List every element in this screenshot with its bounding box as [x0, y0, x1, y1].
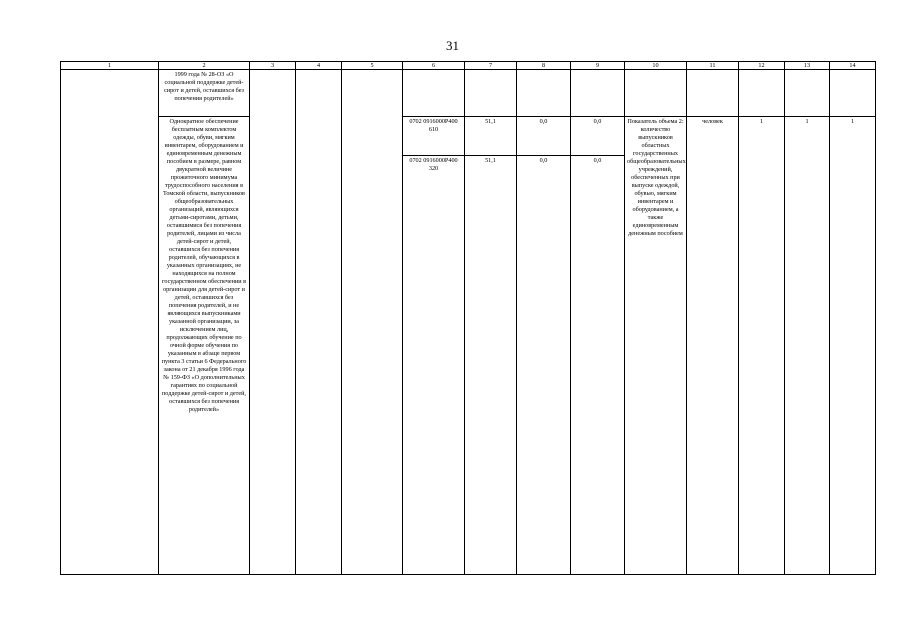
cell-col3-empty	[250, 70, 296, 575]
cell-empty	[571, 70, 625, 117]
column-header: 14	[830, 62, 876, 70]
cell-col2-top: 1999 года № 28-ОЗ «О социальной поддержке детей-сирот и детей, оставшихся без попечения родителей»	[159, 70, 250, 117]
column-header: 10	[625, 62, 687, 70]
cell-value: 1	[739, 117, 785, 575]
cell-value: 1	[785, 117, 830, 575]
column-header: 6	[403, 62, 465, 70]
data-table	[60, 61, 876, 575]
cell-amount: 0,0	[517, 156, 571, 575]
cell-empty	[625, 70, 687, 117]
cell-indicator: Показатель объема 2: количество выпускников областных государственных общеобразовательных учреждений, обеспеченных при выпуске одеждой, обувью, мягким инвентарем и оборудованием, а также единовременным денежным пособием	[625, 117, 687, 575]
column-header: 5	[342, 62, 403, 70]
column-header: 8	[517, 62, 571, 70]
column-header: 13	[785, 62, 830, 70]
cell-value: 1	[830, 117, 876, 575]
cell-amount: 0,0	[571, 117, 625, 156]
table-row	[61, 117, 876, 156]
cell-budget-code: 0702 0916000Р400 610	[403, 117, 465, 156]
column-header: 7	[465, 62, 517, 70]
cell-unit: человек	[687, 117, 739, 575]
table-header-row	[61, 62, 876, 70]
column-header: 3	[250, 62, 296, 70]
column-header: 9	[571, 62, 625, 70]
column-header: 4	[296, 62, 342, 70]
cell-empty	[517, 70, 571, 117]
cell-col5-empty	[342, 70, 403, 575]
cell-col1-empty	[61, 70, 159, 575]
page-number: 31	[446, 38, 459, 53]
cell-amount: 51,1	[465, 117, 517, 156]
column-header: 11	[687, 62, 739, 70]
cell-empty	[739, 70, 785, 117]
cell-col2-description: Однократное обеспечение бесплатным комплектом одежды, обуви, мягким инвентарем, оборудованием и единовременным денежным пособием в размере, равном двукратной величине прожиточного минимума трудоспособного населения в Томской области, выпускников общеобразовательных организаций, являющихся детьми-сиротами, детьми, оставшимися без попечения родителей, лицами из числа детей-сирот и детей, оставшихся без попечения родителей, обучающихся в указанных организациях, не находящихся на полном государственном обеспечении в организации для детей-сирот и детей, оставшихся без попечения родителей, и не являющихся выпускниками указанной организации, за исключением лиц, продолжающих обучение по очной форме обучения по указанным в абзаце первом пункта 3 статьи 6 Федерального закона от 21 декабря 1996 года № 159-ФЗ «О дополнительных гарантиях по социальной поддержке детей-сирот и детей, оставшихся без попечения родителей»	[159, 117, 250, 575]
cell-empty	[830, 70, 876, 117]
cell-empty	[465, 70, 517, 117]
cell-empty	[785, 70, 830, 117]
cell-amount: 0,0	[571, 156, 625, 575]
column-header: 12	[739, 62, 785, 70]
cell-empty	[403, 70, 465, 117]
column-header: 2	[159, 62, 250, 70]
cell-col4-empty	[296, 70, 342, 575]
cell-empty	[687, 70, 739, 117]
cell-amount: 51,1	[465, 156, 517, 575]
table-row	[61, 70, 876, 117]
cell-budget-code: 0702 0916000Р400 320	[403, 156, 465, 575]
cell-amount: 0,0	[517, 117, 571, 156]
column-header: 1	[61, 62, 159, 70]
